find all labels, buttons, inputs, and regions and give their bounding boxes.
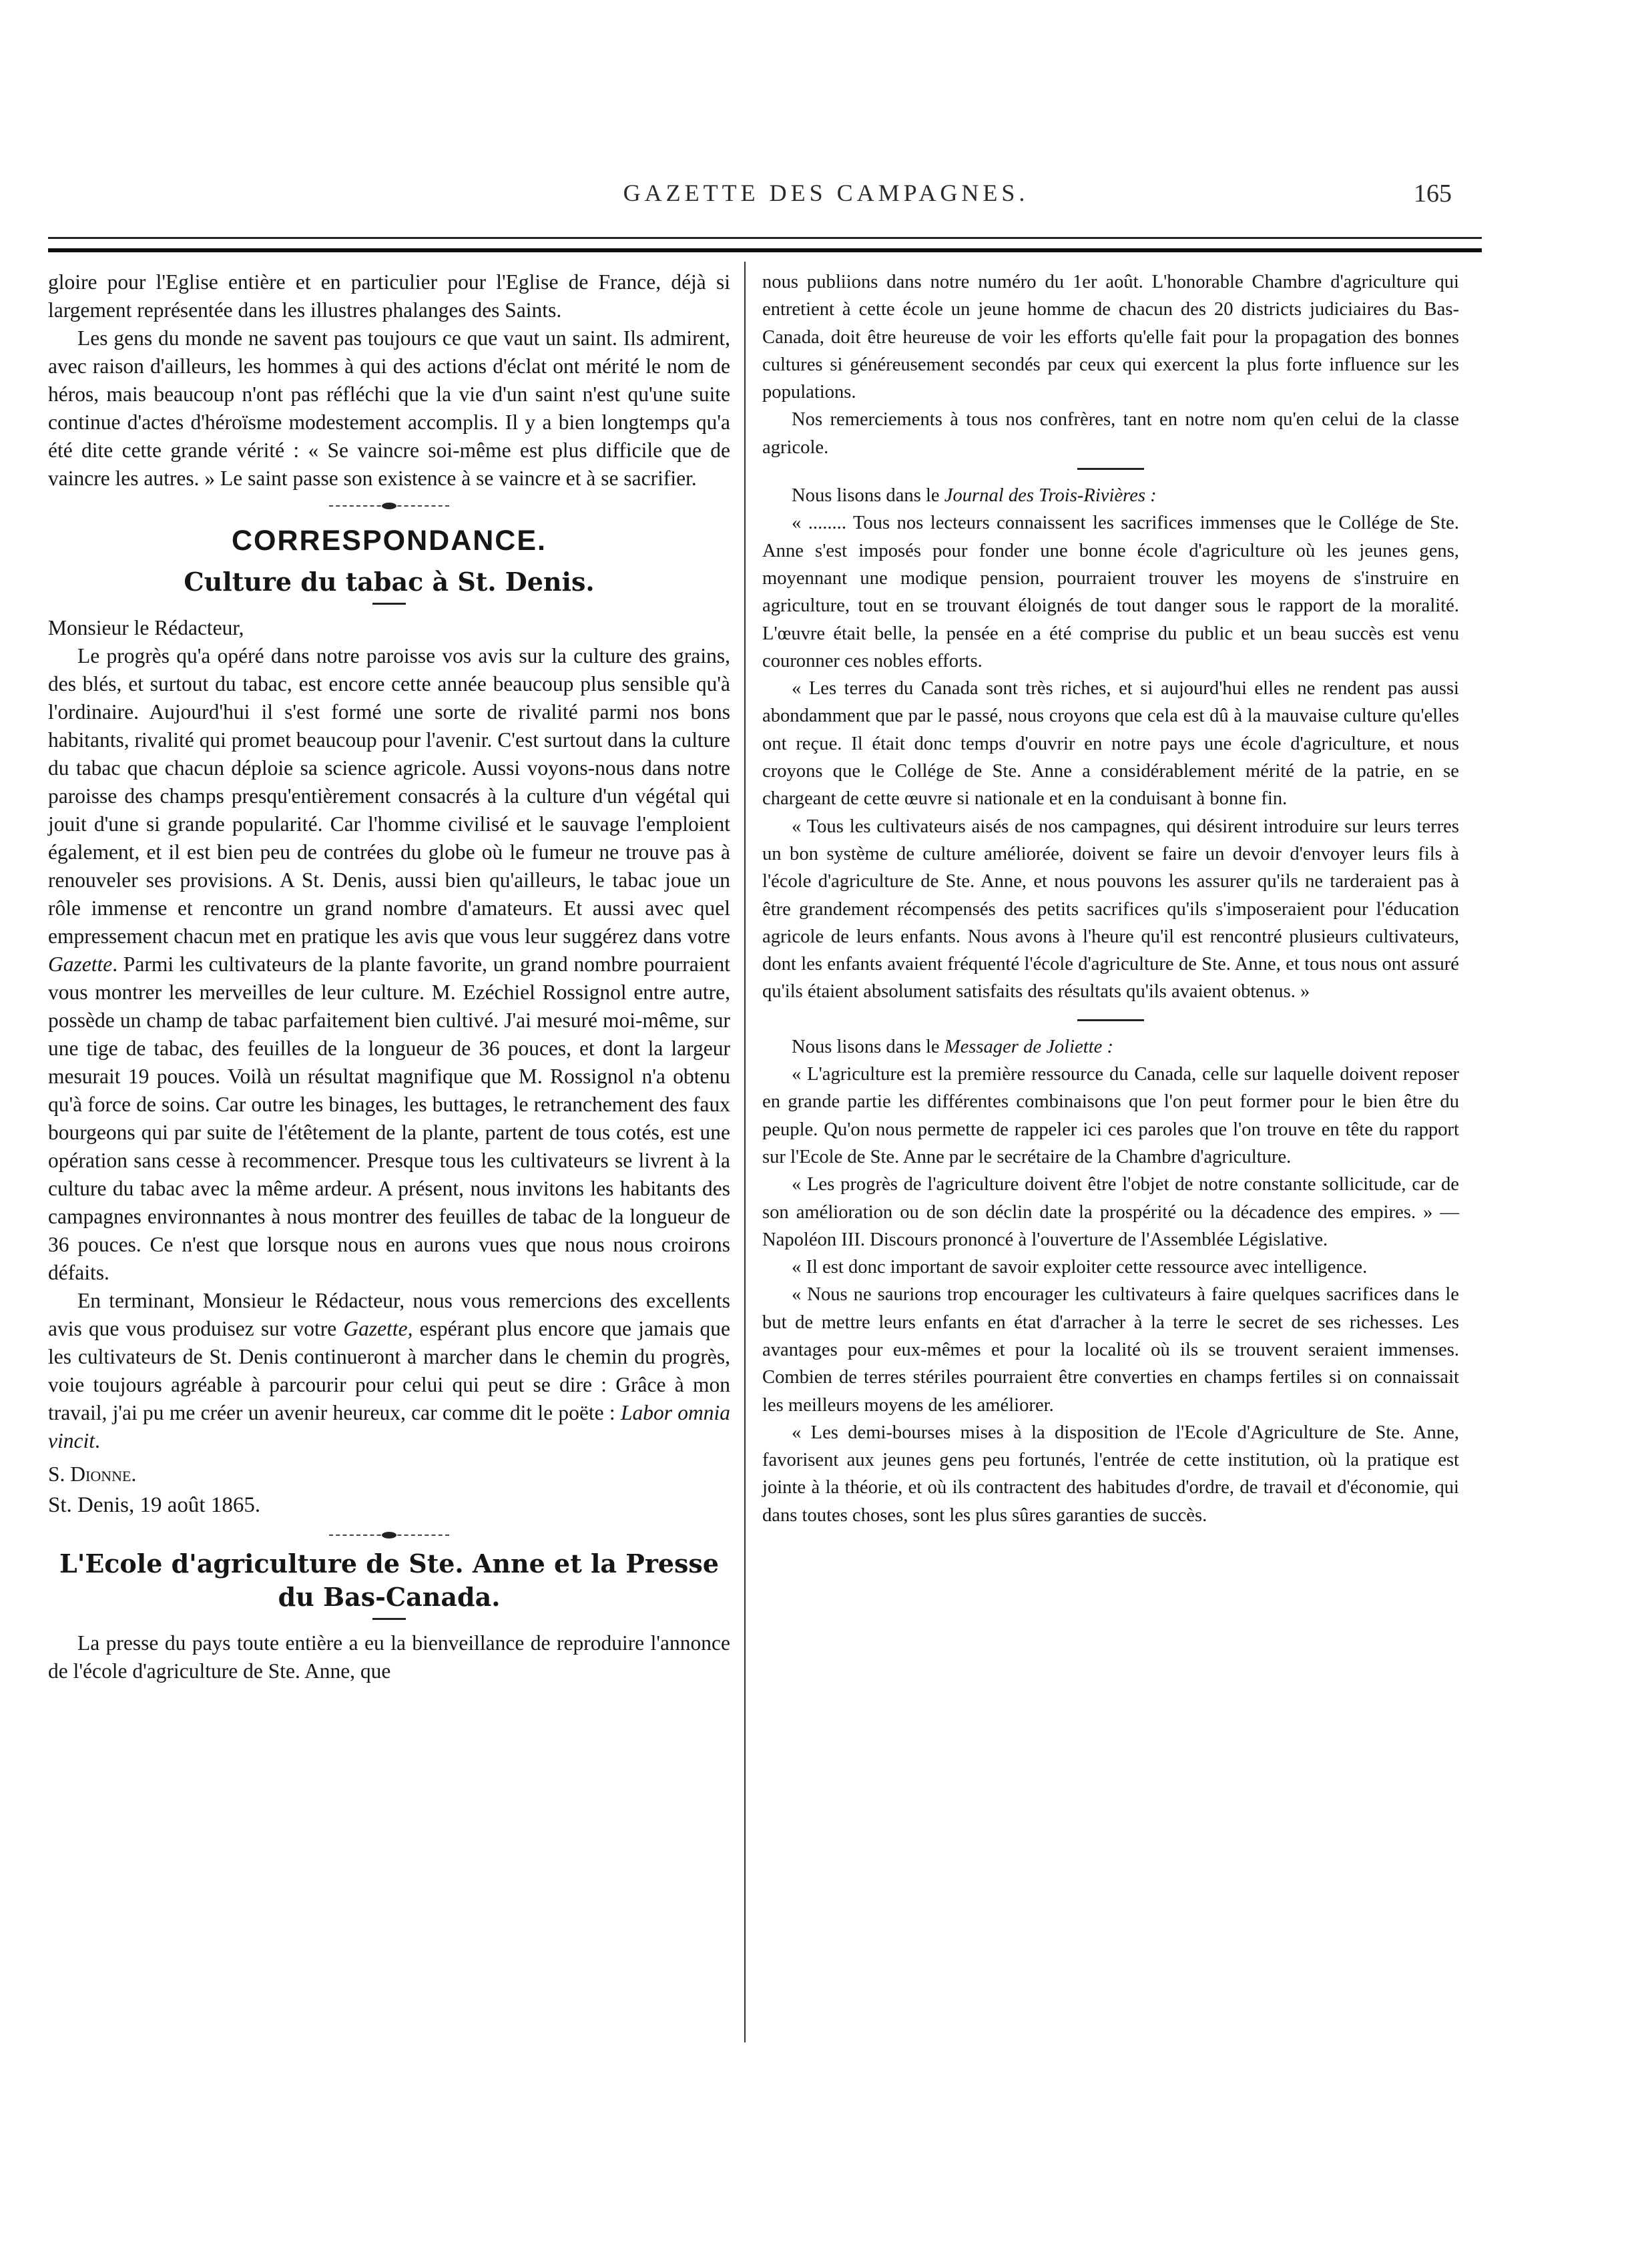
- letter-body: Le progrès qu'a opéré dans notre paroisse vos avis sur la culture des grains, des blés, et surtout du tabac, est encore cette année beaucoup plus sensible qu'à l'ordinaire. Aujourd'hui il s'est formé une sorte de rivalité parmi nos bons habitants, rivalité qui promet beaucoup pour l'avenir. C'est surtout dans la culture du tabac que chacun déploie sa science agricole. Aussi voyons-nous dans notre paroisse des champs presqu'entièrement consacrés à la culture d'un végétal qui jouit d'une si grande popularité. Car l'homme civilisé et le sauvage l'emploient également, et il est bien peu de contrées du globe où le fumeur ne trouve pas à renouveler ses provisions. A St. Denis, aussi bien qu'ailleurs, le tabac joue un rôle immense et rencontre un grand nombre d'amateurs. Et aussi avec quel empressement chacun met en pratique les avis que vous leur suggérez dans votre Gazette. Parmi les cultivateurs de la plante favorite, un grand nombre pourraient vous montrer les merveilles de leur culture. M. Ezéchiel Rossignol entre autre, possède un champ de tabac parfaitement bien cultivé. J'ai mesuré moi-même, sur une tige de tabac, des feuilles de la longueur de 36 pouces, et dont la largeur mesurait 19 pouces. Voilà un résultat magnifique que M. Rossignol n'a obtenu qu'à force de soins. Car outre les binages, les buttages, le retranchement des faux bourgeons qui par suite de l'étêtement de la plante, partent de tous cotés, est une opération sans cesse à recommencer. Presque tous les cultivateurs se livrent à la culture du tabac avec la même ardeur. A présent, nous invitons les habitants des campagnes environnantes à nous montrer des feuilles de tabac de la longueur de 36 pouces. Ce n'est que lorsque nous en aurons vues que nous nous croirons défaits.: [48, 644, 730, 1284]
- paragraph-continuation: gloire pour l'Eglise entière et en particulier pour l'Eglise de France, déjà si largement représentée dans les illustres phalanges des Saints.: [48, 270, 730, 322]
- article-title: Culture du tabac à St. Denis.: [184, 567, 595, 597]
- paragraph-presse: La presse du pays toute entière a eu la bienveillance de reproduire l'annonce de l'école d'agriculture de Ste. Anne, que: [48, 1631, 730, 1683]
- quote-paragraph: « Les terres du Canada sont très riches, et si aujourd'hui elles ne rendent pas aussi abondamment que par le passé, nous croyons que cela est dû à la mauvaise culture qu'elles ont reçue. Il était donc temps d'ouvrir en notre pays une école d'agriculture, et nous croyons que le Collége de Ste. Anne a considérablement mérité de la patrie, en se chargeant de cette œuvre si nationale et en la conduisant à bonne fin.: [762, 678, 1459, 810]
- left-column: [48, 268, 730, 1685]
- section-title: CORRESPONDANCE.: [232, 525, 547, 557]
- short-rule: [1077, 468, 1144, 470]
- quote-paragraph: « Nous ne saurions trop encourager les cultivateurs à faire quelques sacrifices dans le but de mettre leurs enfants en état d'arracher à la terre le secret de ses richesses. Les avantages pour eux-mêmes et pour la localité où ils se trouvent seraient immenses. Combien de terres stériles pourraient être converties en champs fertiles si on connaissait les meilleurs moyens de les améliorer.: [762, 1284, 1459, 1416]
- paragraph-remerciements: Nos remerciements à tous nos confrères, tant en notre nom qu'en celui de la classe agricole.: [762, 409, 1459, 458]
- running-head: GAZETTE DES CAMPAGNES.: [623, 180, 1029, 206]
- section-separator: [329, 502, 449, 510]
- page-number: 165: [1414, 180, 1452, 208]
- quote-paragraph: « ........ Tous nos lecteurs connaissent les sacrifices immenses que le Collége de Ste. Anne s'est imposés pour fonder une bonne école d'agriculture où les jeunes gens, moyennant une modique pension, pourraient trouver les moyens de s'instruire en agriculture, tout en se trouvant éloignés de tout danger sous le rapport de la moralité. L'œuvre était belle, la pensée en a été comprise du public et un beau succès est venu couronner ces nobles efforts.: [762, 513, 1459, 671]
- header-rule-thick: [48, 248, 1482, 252]
- quote-paragraph: « Les progrès de l'agriculture doivent être l'objet de notre constante sollicitude, car de son amélioration ou de son déclin date la prospérité ou la décadence des empires. » —Napoléon III. Discours prononcé à l'ouverture de l'Assemblée Législative.: [762, 1174, 1459, 1250]
- quote-paragraph: « L'agriculture est la première ressource du Canada, celle sur laquelle doivent reposer en grande partie les différentes combinaisons que l'on peut former pour le bien être du peuple. Qu'on nous permette de rappeler ici ces paroles que l'on trouve en tête du rapport sur l'Ecole de Ste. Anne par le secrétaire de la Chambre d'agriculture.: [762, 1064, 1459, 1167]
- quote-paragraph: « Tous les cultivateurs aisés de nos campagnes, qui désirent introduire sur leurs terres un bon système de culture améliorée, doivent se faire un devoir d'envoyer leurs fils à l'école d'agriculture de Ste. Anne, et nous pouvons les assurer qu'ils ne tarderaient pas à être grandement récompensés des petits sacrifices qu'ils s'imposeraient pour l'éducation agricole de leurs enfants. Nous avons à l'heure qu'il est rencontré plusieurs cultivateurs, dont les enfants avaient fréquenté l'école d'agriculture de Ste. Anne, et tous nous ont assuré qu'ils étaient absolument satisfaits des résultats qu'ils avaient obtenus. »: [762, 816, 1459, 1003]
- article2-title: L'Ecole d'agriculture de Ste. Anne et la Presse du Bas-Canada.: [59, 1549, 720, 1612]
- title-dash: [372, 603, 406, 605]
- title-dash-2: [372, 1618, 406, 1620]
- salutation: Monsieur le Rédacteur,: [48, 616, 244, 639]
- quote-paragraph: « Il est donc important de savoir exploiter cette ressource avec intelligence.: [792, 1257, 1368, 1278]
- short-rule: [1077, 1019, 1144, 1021]
- dateline: St. Denis, 19 août 1865.: [48, 1493, 261, 1517]
- paragraph-saints: Les gens du monde ne savent pas toujours ce que vaut un saint. Ils admirent, avec raison d'ailleurs, les hommes à qui des actions d'éclat ont mérité le nom de héros, mais beaucoup n'ont pas réfléchi que la vie d'un saint n'est qu'une suite continue d'actes d'héroïsme modestement accomplis. Il y a bien longtemps qu'a été dite cette grande vérité : « Se vaincre soi-même est plus difficile que de vaincre les autres. » Le saint passe son existence à se vaincre et à se sacrifier.: [48, 326, 730, 490]
- article-separator: [329, 1531, 449, 1539]
- letter-closing: En terminant, Monsieur le Rédacteur, nous vous remercions des excellents avis que vous produisez sur votre Gazette, espérant plus encore que jamais que les cultivateurs de St. Denis continueront à marcher dans le chemin du progrès, voie toujours agréable à parcourir pour celui qui peut se dire : Grâce à mon travail, j'ai pu me créer un avenir heureux, car comme dit le poëte : Labor omnia vincit.: [48, 1289, 731, 1452]
- header-rule-thin: [48, 237, 1482, 239]
- paragraph-chambre: nous publiions dans notre numéro du 1er août. L'honorable Chambre d'agriculture qui entretient à cette école un jeune homme de chacun des 20 districts judiciaires du Bas-Canada, doit être heureuse de voir les efforts qu'elle fait pour la propagation des bonnes cultures si généreusement secondés par ceux qui exercent la plus forte influence sur les populations.: [762, 272, 1459, 403]
- right-column: [762, 268, 1459, 1529]
- quote-intro-trois-rivieres: Nous lisons dans le Journal des Trois-Rivières :: [792, 485, 1157, 507]
- signature: S. Dionne.: [48, 1462, 137, 1486]
- quote-intro-joliette: Nous lisons dans le Messager de Joliette :: [792, 1036, 1114, 1057]
- quote-paragraph: « Les demi-bourses mises à la disposition de l'Ecole d'Agriculture de Ste. Anne, favorisent aux jeunes gens peu fortunés, l'entrée de cette institution, où la pratique est jointe à la théorie, et où ils contractent des habitudes d'ordre, de travail et d'économie, qui dans toutes choses, sont les plus sûres garanties de succès.: [762, 1422, 1459, 1526]
- column-divider: [744, 262, 746, 2042]
